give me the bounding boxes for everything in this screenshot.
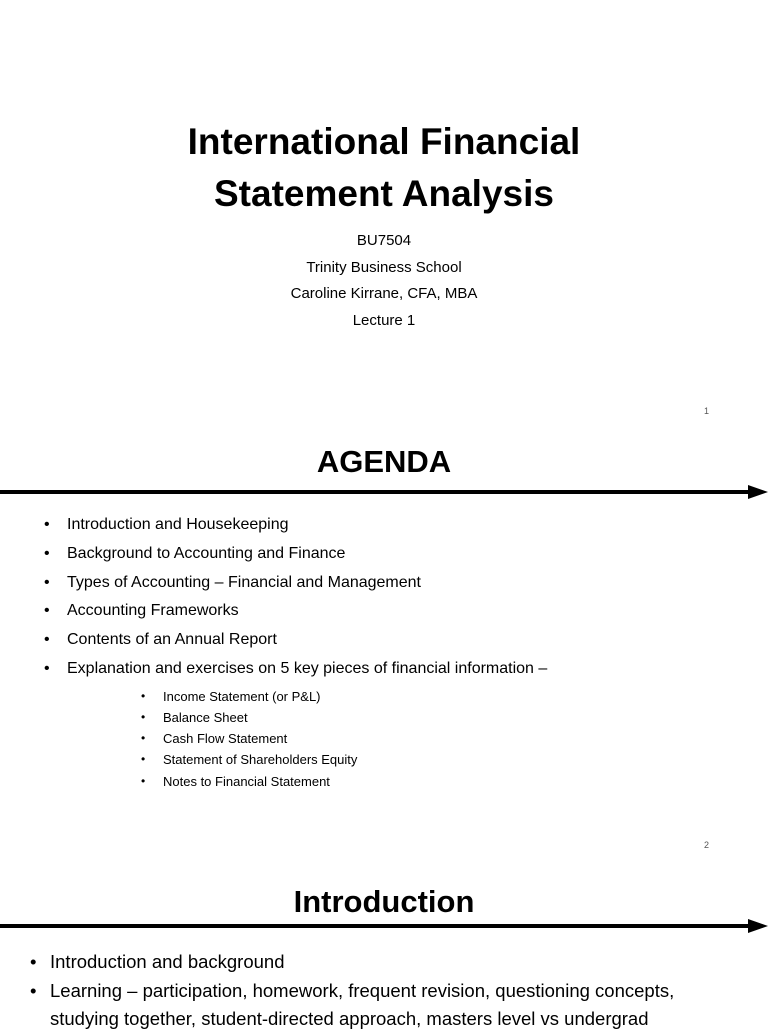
bullet-icon: • [141, 752, 146, 767]
bullet-icon: • [44, 631, 50, 649]
bullet-icon: • [44, 516, 50, 533]
title-slide [0, 0, 768, 432]
title-line-1: International Financial [187, 121, 581, 162]
bullet-icon: • [141, 709, 146, 724]
sub-list-item: • Statement of Shareholders Equity [67, 749, 768, 770]
bullet-icon: • [141, 773, 146, 788]
slide-subtitle [0, 228, 768, 334]
page-number: 2 [703, 840, 709, 850]
author-name: Caroline Kirrane, CFA, MBA [290, 285, 478, 302]
sub-list-item: • Balance Sheet [67, 707, 768, 728]
list-item: • Types of Accounting – Financial and Management [0, 569, 768, 598]
list-item: • Explanation and exercises on 5 key pieces of financial information – • Income Statement (or P&L) • Balance Sheet • Cash Flow Statement • Statement of Shareholders Equity • Notes to Financial Statement [0, 655, 768, 792]
bullet-icon: • [44, 602, 50, 620]
list-item: • Accounting Frameworks [0, 597, 768, 626]
title-rule-arrow [0, 919, 768, 933]
agenda-title: AGENDA [316, 444, 452, 479]
introduction-list [0, 948, 768, 1034]
page-number: 1 [703, 406, 709, 416]
list-item: • Introduction and Housekeeping [0, 511, 768, 540]
slide-title [0, 116, 768, 220]
list-item: • Introduction and background [0, 948, 768, 977]
list-item: • Background to Accounting and Finance [0, 540, 768, 569]
sub-list [67, 686, 768, 792]
title-line-2: Statement Analysis [214, 173, 554, 214]
list-item: • Contents of an Annual Report [0, 626, 768, 655]
list-item: • Learning – participation, homework, frequent revision, questioning concepts, studying together, student-directed approach, masters level vs undergrad [0, 977, 768, 1034]
sub-list-item: • Notes to Financial Statement [67, 771, 768, 792]
lecture-label: Lecture 1 [352, 311, 416, 329]
school-name: Trinity Business School [306, 258, 462, 276]
course-code: BU7504 [356, 232, 412, 249]
sub-list-item: • Cash Flow Statement [67, 728, 768, 749]
bullet-icon: • [44, 659, 50, 677]
bullet-icon: • [141, 688, 146, 703]
introduction-title: Introduction [293, 884, 475, 919]
agenda-list [0, 511, 768, 792]
title-rule-arrow [0, 485, 768, 499]
bullet-icon: • [30, 951, 37, 972]
sub-list-item: • Income Statement (or P&L) [67, 686, 768, 707]
bullet-icon: • [44, 544, 50, 562]
bullet-icon: • [141, 731, 146, 746]
bullet-icon: • [30, 979, 37, 1001]
bullet-icon: • [44, 573, 50, 591]
